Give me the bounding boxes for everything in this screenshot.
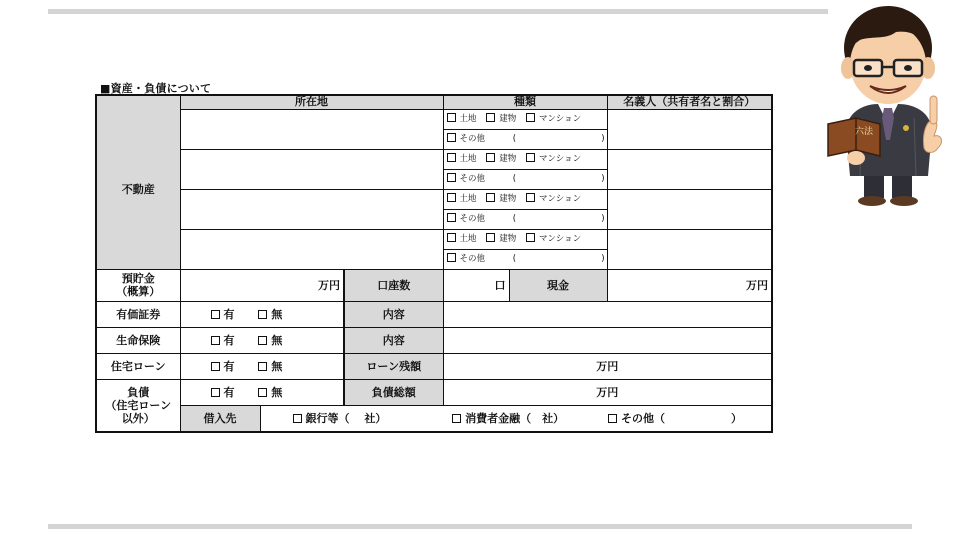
checkbox-no[interactable]: 無 bbox=[258, 306, 282, 322]
savings-amount-field[interactable]: 万円 bbox=[180, 269, 344, 301]
debt-total-field[interactable]: 万円 bbox=[443, 379, 772, 405]
checkbox-mansion[interactable]: マンション bbox=[526, 190, 581, 208]
lender-label: 借入先 bbox=[180, 405, 260, 432]
real-estate-label: 不動産 bbox=[96, 109, 180, 269]
real-estate-row-1a bbox=[96, 109, 772, 129]
real-estate-kind-3 bbox=[443, 189, 607, 209]
real-estate-other-3: その他 ( ) bbox=[443, 209, 607, 229]
checkbox-land[interactable]: 土地 bbox=[447, 190, 477, 208]
mortgage-balance-label: ローン残額 bbox=[344, 353, 443, 379]
checkbox-yes[interactable]: 有 bbox=[211, 358, 235, 374]
checkbox-yes[interactable]: 有 bbox=[211, 332, 235, 348]
checkbox-consumer-finance[interactable]: 消費者金融（ 社） bbox=[452, 410, 564, 426]
lender-row bbox=[96, 405, 772, 432]
top-divider bbox=[48, 9, 828, 14]
securities-yes-no bbox=[180, 301, 344, 327]
header-location: 所在地 bbox=[180, 95, 443, 109]
real-estate-other-4: その他 ( ) bbox=[443, 249, 607, 269]
securities-content-label: 内容 bbox=[344, 301, 443, 327]
checkbox-other-lender[interactable]: その他（ ） bbox=[608, 410, 742, 426]
assets-liabilities-form bbox=[95, 94, 773, 433]
lender-options bbox=[260, 405, 772, 432]
securities-row bbox=[96, 301, 772, 327]
real-estate-holder-4[interactable] bbox=[607, 229, 772, 269]
insurance-yes-no bbox=[180, 327, 344, 353]
checkbox-land[interactable]: 土地 bbox=[447, 110, 477, 128]
checkbox-mansion[interactable]: マンション bbox=[526, 150, 581, 168]
debt-total-label: 負債総額 bbox=[344, 379, 443, 405]
checkbox-mansion[interactable]: マンション bbox=[526, 110, 581, 128]
insurance-content-label: 内容 bbox=[344, 327, 443, 353]
debt-label: 負債 （住宅ローン 以外） bbox=[96, 379, 180, 432]
checkbox-no[interactable]: 無 bbox=[258, 332, 282, 348]
mortgage-row bbox=[96, 353, 772, 379]
real-estate-location-3[interactable] bbox=[180, 189, 443, 229]
checkbox-land[interactable]: 土地 bbox=[447, 150, 477, 168]
section-title: ■資産・負債について bbox=[100, 82, 212, 95]
book-title: 六法 bbox=[854, 127, 874, 137]
checkbox-other[interactable]: その他 bbox=[447, 210, 486, 228]
header-holder: 名義人（共有者名と割合） bbox=[607, 95, 772, 109]
real-estate-holder-2[interactable] bbox=[607, 149, 772, 189]
real-estate-other-2: その他 ( ) bbox=[443, 169, 607, 189]
mortgage-yes-no bbox=[180, 353, 344, 379]
checkbox-other[interactable]: その他 bbox=[447, 130, 486, 148]
lawyer-mascot-illustration bbox=[826, 0, 950, 212]
real-estate-location-1[interactable] bbox=[180, 109, 443, 149]
checkbox-mansion[interactable]: マンション bbox=[526, 230, 581, 248]
insurance-row bbox=[96, 327, 772, 353]
securities-label: 有価証券 bbox=[96, 301, 180, 327]
checkbox-building[interactable]: 建物 bbox=[486, 110, 516, 128]
checkbox-building[interactable]: 建物 bbox=[486, 230, 516, 248]
insurance-content-field[interactable] bbox=[443, 327, 772, 353]
bottom-divider bbox=[48, 524, 912, 529]
mortgage-balance-field[interactable]: 万円 bbox=[443, 353, 772, 379]
debt-row bbox=[96, 379, 772, 405]
header-blank bbox=[96, 95, 180, 109]
real-estate-kind-1 bbox=[443, 109, 607, 129]
header-kind: 種類 bbox=[443, 95, 607, 109]
cash-label: 現金 bbox=[509, 269, 607, 301]
checkbox-other[interactable]: その他 bbox=[447, 170, 486, 188]
savings-row bbox=[96, 269, 772, 301]
accounts-field[interactable]: 口 bbox=[443, 269, 509, 301]
insurance-label: 生命保険 bbox=[96, 327, 180, 353]
checkbox-bank[interactable]: 銀行等（ 社） bbox=[293, 410, 387, 426]
checkbox-no[interactable]: 無 bbox=[258, 384, 282, 400]
real-estate-location-2[interactable] bbox=[180, 149, 443, 189]
table-header-row bbox=[96, 95, 772, 109]
checkbox-building[interactable]: 建物 bbox=[486, 150, 516, 168]
mortgage-label: 住宅ローン bbox=[96, 353, 180, 379]
real-estate-location-4[interactable] bbox=[180, 229, 443, 269]
accounts-label: 口座数 bbox=[344, 269, 443, 301]
checkbox-building[interactable]: 建物 bbox=[486, 190, 516, 208]
real-estate-holder-1[interactable] bbox=[607, 109, 772, 149]
real-estate-row-3a bbox=[96, 189, 772, 209]
checkbox-land[interactable]: 土地 bbox=[447, 230, 477, 248]
real-estate-holder-3[interactable] bbox=[607, 189, 772, 229]
checkbox-yes[interactable]: 有 bbox=[211, 306, 235, 322]
real-estate-row-4a bbox=[96, 229, 772, 249]
checkbox-yes[interactable]: 有 bbox=[211, 384, 235, 400]
checkbox-no[interactable]: 無 bbox=[258, 358, 282, 374]
real-estate-kind-4 bbox=[443, 229, 607, 249]
real-estate-other-1: その他 ( ) bbox=[443, 129, 607, 149]
debt-yes-no bbox=[180, 379, 344, 405]
cash-field[interactable]: 万円 bbox=[607, 269, 772, 301]
real-estate-row-2a bbox=[96, 149, 772, 169]
savings-label: 預貯金 （概算） bbox=[96, 269, 180, 301]
securities-content-field[interactable] bbox=[443, 301, 772, 327]
checkbox-other[interactable]: その他 bbox=[447, 250, 486, 268]
real-estate-kind-2 bbox=[443, 149, 607, 169]
